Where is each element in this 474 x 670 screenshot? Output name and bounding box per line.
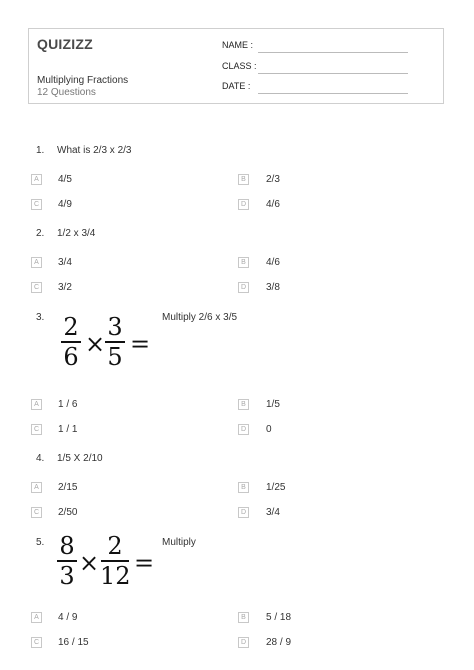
date-label: DATE :: [222, 81, 251, 91]
option-text: 4/5: [58, 174, 72, 185]
class-label: CLASS :: [222, 61, 257, 71]
quizizz-logo: QUIZIZZ: [37, 36, 93, 52]
option-box[interactable]: B: [238, 257, 249, 268]
question-text: Multiply: [162, 537, 196, 548]
option-box[interactable]: C: [31, 199, 42, 210]
option-box[interactable]: C: [31, 507, 42, 518]
option-box[interactable]: C: [31, 637, 42, 648]
option-box[interactable]: B: [238, 612, 249, 623]
option-text: 4 / 9: [58, 612, 78, 623]
equals-sign: =: [134, 549, 155, 577]
question-count: 12 Questions: [37, 87, 96, 98]
option-box[interactable]: C: [31, 282, 42, 293]
denominator: 12: [100, 561, 131, 590]
option-text: 1/25: [266, 482, 286, 493]
option-box[interactable]: D: [238, 282, 249, 293]
question-number: 1.: [36, 145, 45, 156]
option-text: 28 / 9: [266, 637, 292, 648]
option-text: 4/6: [266, 257, 280, 268]
question-text: 1/5 X 2/10: [57, 453, 103, 464]
question-text: Multiply 2/6 x 3/5: [162, 312, 238, 323]
option-text: 1/5: [266, 399, 280, 410]
numerator: 3: [107, 313, 123, 341]
option-text: 4/6: [266, 199, 280, 210]
option-text: 1 / 1: [58, 424, 78, 435]
option-box[interactable]: A: [31, 174, 42, 185]
denominator: 3: [59, 561, 75, 590]
option-text: 4/9: [58, 199, 72, 210]
worksheet-title: Multiplying Fractions: [37, 75, 129, 86]
question-number: 4.: [36, 453, 45, 464]
fraction: [100, 533, 130, 589]
times-sign: ×: [85, 330, 106, 358]
class-field[interactable]: [258, 73, 408, 74]
option-box[interactable]: D: [238, 424, 249, 435]
option-text: 2/50: [58, 507, 78, 518]
option-box[interactable]: D: [238, 199, 249, 210]
denominator: 6: [63, 342, 79, 371]
option-box[interactable]: A: [31, 482, 42, 493]
date-field[interactable]: [258, 93, 408, 94]
numerator: 8: [59, 532, 75, 560]
fraction: [56, 533, 78, 589]
name-field[interactable]: [258, 52, 408, 53]
option-text: 2/15: [58, 482, 78, 493]
option-text: 2/3: [266, 174, 280, 185]
option-box[interactable]: A: [31, 399, 42, 410]
question-text: What is 2/3 x 2/3: [57, 145, 132, 156]
question-number: 3.: [36, 312, 45, 323]
fraction: [60, 314, 82, 370]
question-text: 1/2 x 3/4: [57, 228, 96, 239]
times-sign: ×: [79, 549, 100, 577]
numerator: 2: [63, 313, 79, 341]
option-text: 3/4: [266, 507, 280, 518]
option-text: 0: [266, 424, 272, 435]
option-box[interactable]: B: [238, 482, 249, 493]
fraction: [104, 314, 126, 370]
option-box[interactable]: A: [31, 612, 42, 623]
option-text: 16 / 15: [58, 637, 89, 648]
option-box[interactable]: D: [238, 637, 249, 648]
option-box[interactable]: A: [31, 257, 42, 268]
question-number: 2.: [36, 228, 45, 239]
option-box[interactable]: C: [31, 424, 42, 435]
option-box[interactable]: D: [238, 507, 249, 518]
option-box[interactable]: B: [238, 174, 249, 185]
option-text: 3/8: [266, 282, 280, 293]
equals-sign: =: [130, 330, 151, 358]
name-label: NAME :: [222, 40, 254, 50]
numerator: 2: [107, 532, 123, 560]
option-box[interactable]: B: [238, 399, 249, 410]
option-text: 3/2: [58, 282, 72, 293]
denominator: 5: [107, 342, 123, 371]
option-text: 3/4: [58, 257, 72, 268]
option-text: 1 / 6: [58, 399, 78, 410]
option-text: 5 / 18: [266, 612, 292, 623]
question-number: 5.: [36, 537, 45, 548]
